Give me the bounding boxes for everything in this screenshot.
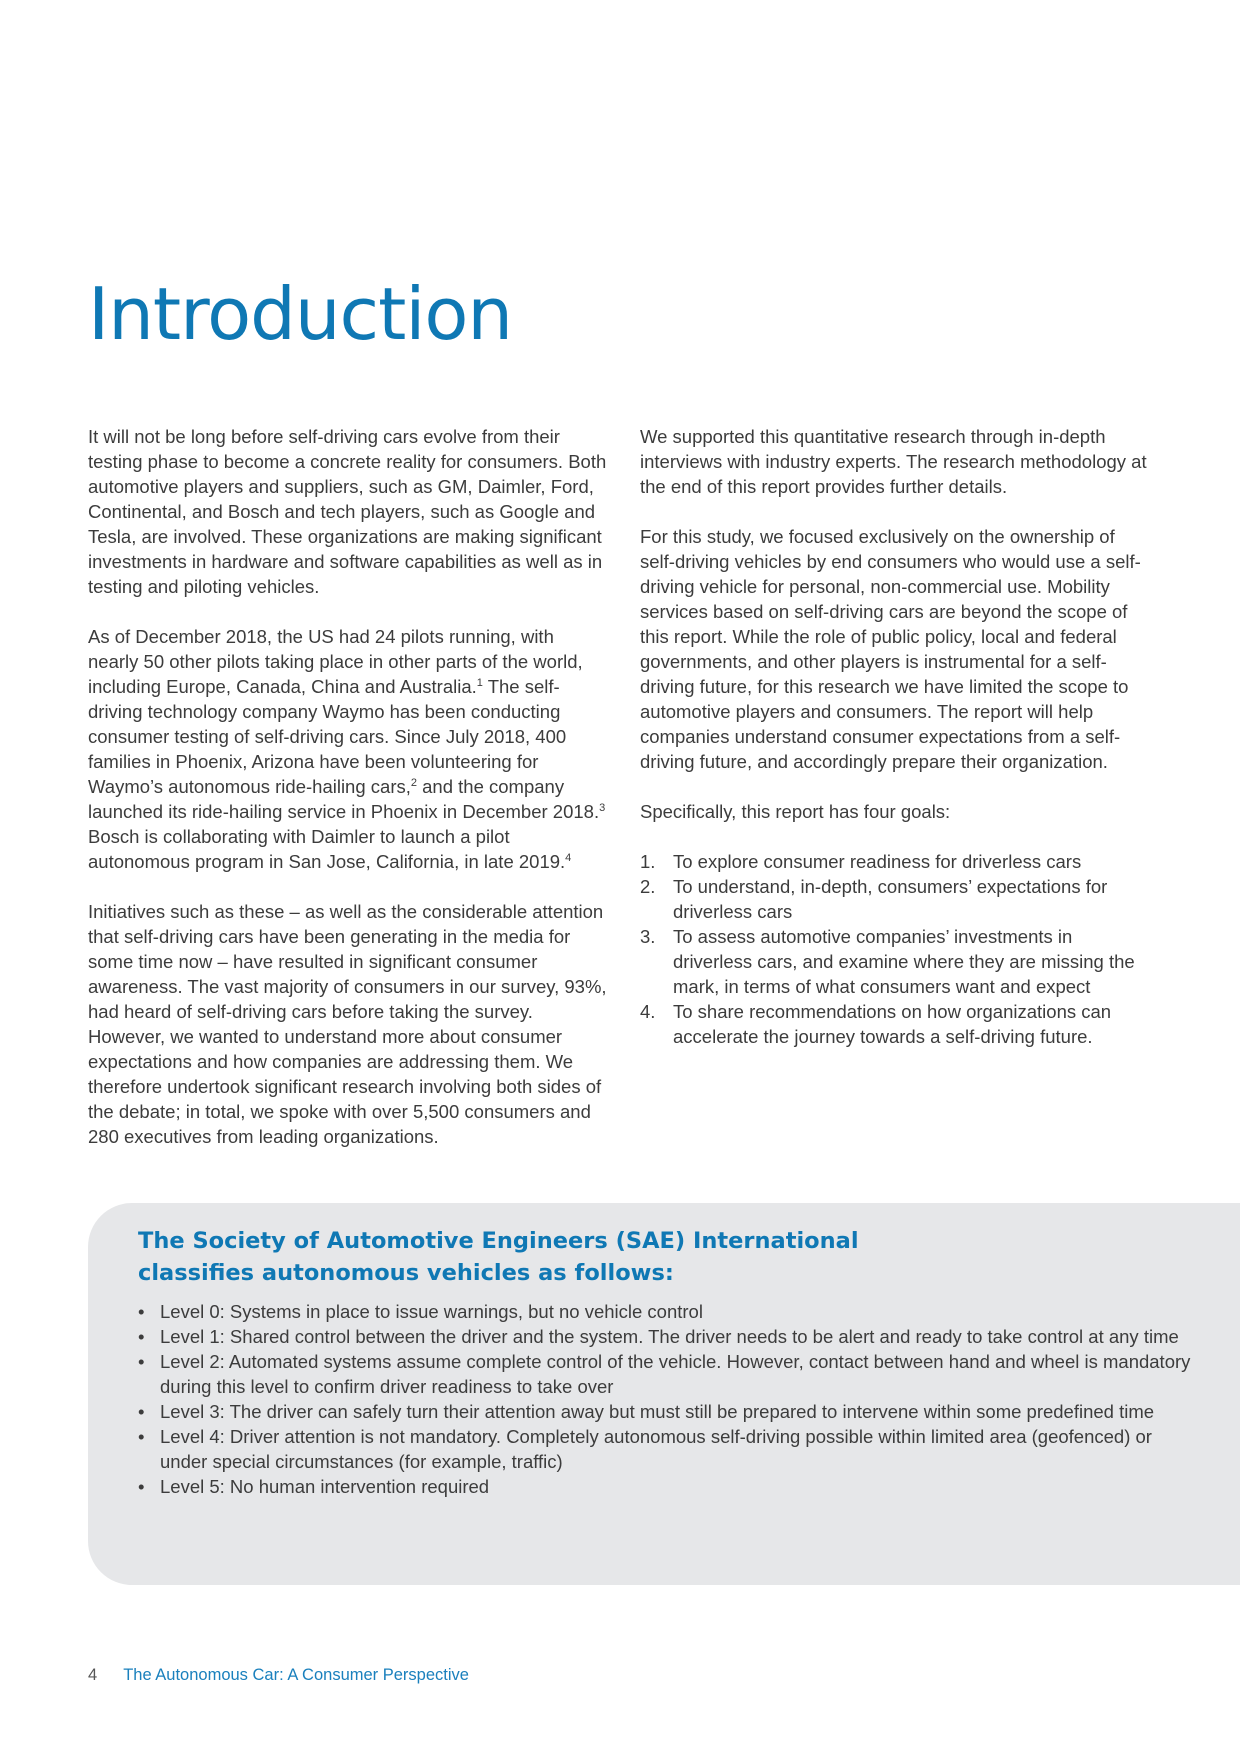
paragraph-text: The self-driving technology company Waymo has been conducting consumer testing of self-driving cars. Since July 2018, 400 families in Phoenix, Arizona have been volunteering for Waymo’s autonomous ride-hailing cars, bbox=[88, 676, 567, 797]
sae-box-title bbox=[138, 1225, 898, 1289]
sae-level-text: Level 2: Automated systems assume complete control of the vehicle. However, contact between hand and wheel is mandatory during this level to confirm driver readiness to take over bbox=[160, 1351, 1191, 1397]
left-column bbox=[88, 424, 608, 1174]
sae-title-line-1: The Society of Automotive Engineers (SAE) International bbox=[138, 1228, 859, 1254]
sae-level-text: Level 3: The driver can safely turn their attention away but must still be prepared to intervene within some predefined time bbox=[160, 1401, 1155, 1422]
goal-item bbox=[640, 849, 1150, 874]
goal-text: To understand, in-depth, consumers’ expectations for driverless cars bbox=[673, 876, 1108, 922]
footnote-ref-3[interactable]: 3 bbox=[599, 801, 606, 814]
goal-text: To share recommendations on how organizations can accelerate the journey towards a self-driving future. bbox=[673, 1001, 1112, 1047]
page-footer bbox=[88, 1665, 469, 1685]
sae-level-item bbox=[138, 1299, 1198, 1324]
goal-item bbox=[640, 999, 1150, 1049]
page-number: 4 bbox=[88, 1666, 98, 1684]
goal-text: To explore consumer readiness for driverless cars bbox=[673, 851, 1082, 872]
goal-text: To assess automotive companies’ investments in driverless cars, and examine where they are missing the mark, in terms of what consumers want and expect bbox=[673, 926, 1135, 997]
bullet-icon: • bbox=[138, 1301, 145, 1322]
goals-list bbox=[640, 849, 1150, 1049]
intro-paragraph-2 bbox=[88, 624, 608, 874]
document-title: The Autonomous Car: A Consumer Perspective bbox=[123, 1666, 469, 1684]
goal-number: 4. bbox=[640, 1001, 656, 1022]
intro-paragraph-5: For this study, we focused exclusively on the ownership of self-driving vehicles by end consumers who would use a self-driving vehicle for personal, non-commercial use. Mobility services based on self-driving cars are beyond the scope of this report. While the role of public policy, local and federal governments, and other players is instrumental for a self-driving future, for this research we have limited the scope to automotive players and consumers. The report will help companies understand consumer expectations from a self-driving future, and accordingly prepare their organization. bbox=[640, 526, 1141, 772]
sae-level-text: Level 4: Driver attention is not mandatory. Completely autonomous self-driving possible within limited area (geofenced) or under special circumstances (for example, traffic) bbox=[160, 1426, 1152, 1472]
bullet-icon: • bbox=[138, 1476, 145, 1497]
footnote-ref-1[interactable]: 1 bbox=[476, 676, 483, 689]
sae-level-item bbox=[138, 1474, 1198, 1499]
intro-paragraph-3: Initiatives such as these – as well as the considerable attention that self-driving cars have been generating in the media for some time now – have resulted in significant consumer awareness. The vast majority of consumers in our survey, 93%, had heard of self-driving cars before taking the survey. However, we wanted to understand more about consumer expectations and how companies are addressing them. We therefore undertook significant research involving both sides of the debate; in total, we spoke with over 5,500 consumers and 280 executives from leading organizations. bbox=[88, 901, 607, 1147]
goal-number: 2. bbox=[640, 876, 656, 897]
intro-paragraph-4: We supported this quantitative research through in-depth interviews with industry experts. The research methodology at the end of this report provides further details. bbox=[640, 426, 1147, 497]
sae-level-item bbox=[138, 1399, 1198, 1424]
sae-level-text: Level 1: Shared control between the driver and the system. The driver needs to be alert and ready to take control at any time bbox=[160, 1326, 1179, 1347]
intro-paragraph-1: It will not be long before self-driving cars evolve from their testing phase to become a concrete reality for consumers. Both automotive players and suppliers, such as GM, Daimler, Ford, Continental, and Bosch and tech players, such as Google and Tesla, are involved. These organizations are making significant investments in hardware and software capabilities as well as in testing and piloting vehicles. bbox=[88, 426, 607, 597]
goal-item bbox=[640, 874, 1150, 924]
goals-intro: Specifically, this report has four goals: bbox=[640, 801, 951, 822]
footnote-ref-2[interactable]: 2 bbox=[410, 776, 417, 789]
paragraph-text: As of December 2018, the US had 24 pilots running, with nearly 50 other pilots taking place in other parts of the world, including Europe, Canada, China and Australia. bbox=[88, 626, 583, 697]
paragraph-text: Bosch is collaborating with Daimler to launch a pilot autonomous program in San Jose, California, in late 2019. bbox=[88, 826, 566, 872]
sae-title-line-2: classifies autonomous vehicles as follows: bbox=[138, 1260, 674, 1286]
goal-number: 1. bbox=[640, 851, 656, 872]
sae-levels-list bbox=[138, 1299, 1198, 1499]
goal-number: 3. bbox=[640, 926, 656, 947]
bullet-icon: • bbox=[138, 1426, 145, 1447]
right-column bbox=[640, 424, 1150, 1049]
bullet-icon: • bbox=[138, 1401, 145, 1422]
page-title: Introduction bbox=[88, 272, 513, 356]
sae-level-item bbox=[138, 1324, 1198, 1349]
goal-item bbox=[640, 924, 1150, 999]
bullet-icon: • bbox=[138, 1351, 145, 1372]
paragraph-text: and the company launched its ride-hailing service in Phoenix in December 2018. bbox=[88, 776, 600, 822]
sae-level-text: Level 0: Systems in place to issue warnings, but no vehicle control bbox=[160, 1301, 703, 1322]
sae-level-item bbox=[138, 1349, 1198, 1399]
bullet-icon: • bbox=[138, 1326, 145, 1347]
sae-levels-box bbox=[88, 1203, 1240, 1585]
sae-level-item bbox=[138, 1424, 1198, 1474]
footnote-ref-4[interactable]: 4 bbox=[565, 851, 572, 864]
sae-level-text: Level 5: No human intervention required bbox=[160, 1476, 490, 1497]
